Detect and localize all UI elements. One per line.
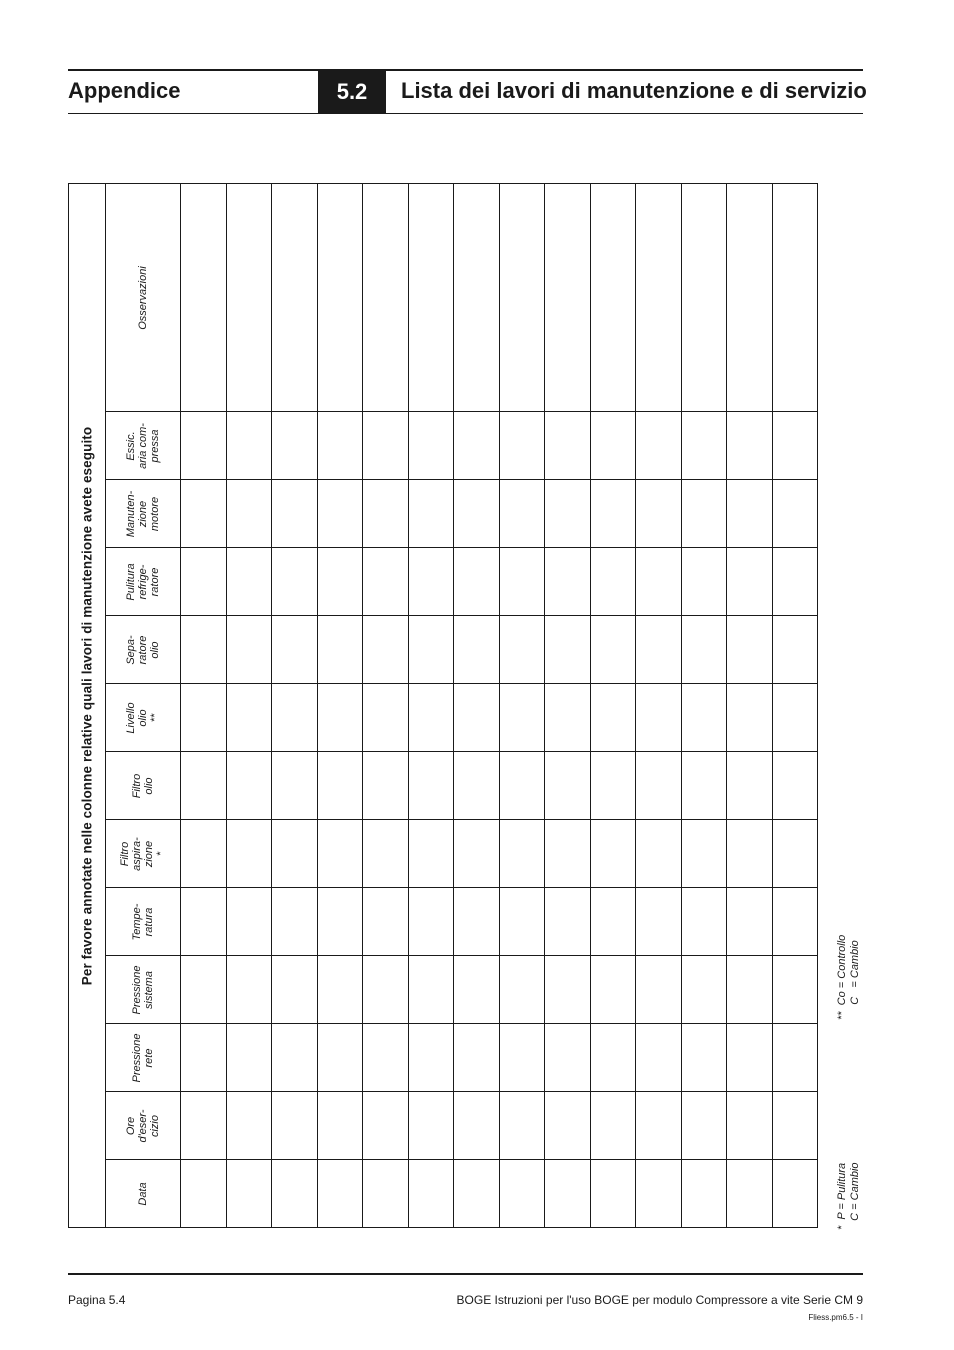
entry-cell[interactable]	[317, 1024, 363, 1092]
entry-cell[interactable]	[590, 684, 636, 752]
table-row	[69, 684, 818, 752]
table-row	[69, 616, 818, 684]
entry-cell[interactable]	[226, 1160, 272, 1228]
entry-cell[interactable]	[226, 616, 272, 684]
table-row	[69, 412, 818, 480]
entry-cell[interactable]	[681, 616, 727, 684]
entry-cell[interactable]	[363, 684, 409, 752]
entry-cell[interactable]	[181, 956, 227, 1024]
row-header-label: Livello olio **	[125, 701, 161, 734]
entry-cell[interactable]	[272, 752, 318, 820]
entry-cell[interactable]	[499, 548, 545, 616]
entry-cell[interactable]	[181, 888, 227, 956]
row-header-label: Filtro olio	[131, 773, 155, 798]
row-header-cell	[106, 1092, 181, 1160]
entry-cell[interactable]	[772, 184, 818, 412]
table-row	[69, 480, 818, 548]
section-title: Appendice	[68, 78, 181, 103]
page-number: Pagina 5.4	[68, 1293, 126, 1307]
entry-cell[interactable]	[226, 184, 272, 412]
entry-cell[interactable]	[317, 480, 363, 548]
entry-cell[interactable]	[681, 1092, 727, 1160]
entry-cell[interactable]	[590, 1160, 636, 1228]
entry-cell[interactable]	[181, 684, 227, 752]
row-header-cell	[106, 480, 181, 548]
entry-cell[interactable]	[454, 1160, 500, 1228]
entry-cell[interactable]	[317, 752, 363, 820]
entry-cell[interactable]	[454, 412, 500, 480]
row-header-cell	[106, 752, 181, 820]
entry-cell[interactable]	[317, 616, 363, 684]
section-number-badge: 5.2	[318, 71, 386, 113]
entry-cell[interactable]	[181, 616, 227, 684]
document-title: BOGE Istruzioni per l'uso BOGE per modulo Compressore a vite Serie CM 9	[456, 1293, 863, 1307]
entry-cell[interactable]	[226, 1092, 272, 1160]
entry-cell[interactable]	[226, 752, 272, 820]
entry-cell[interactable]	[454, 752, 500, 820]
row-header-label: Tempe- ratura	[131, 903, 155, 940]
entry-cell[interactable]	[226, 820, 272, 888]
entry-cell[interactable]	[727, 820, 773, 888]
row-header-label: Essic. aria com- pressa	[125, 422, 161, 469]
row-header-cell	[106, 548, 181, 616]
entry-cell[interactable]	[181, 184, 227, 412]
header-bottom-rule	[68, 113, 863, 114]
entry-cell[interactable]	[226, 956, 272, 1024]
entry-cell[interactable]	[317, 684, 363, 752]
entry-cell[interactable]	[681, 480, 727, 548]
legend-pulitura: * P = Pulitura C = Cambio	[836, 1162, 861, 1230]
entry-cell[interactable]	[181, 412, 227, 480]
entry-cell[interactable]	[499, 480, 545, 548]
entry-cell[interactable]	[272, 956, 318, 1024]
entry-cell[interactable]	[636, 684, 682, 752]
entry-cell[interactable]	[181, 1024, 227, 1092]
entry-cell[interactable]	[590, 1024, 636, 1092]
entry-cell[interactable]	[772, 480, 818, 548]
row-header-cell	[106, 956, 181, 1024]
entry-cell[interactable]	[272, 888, 318, 956]
entry-cell[interactable]	[408, 616, 454, 684]
entry-cell[interactable]	[408, 956, 454, 1024]
entry-cell[interactable]	[636, 956, 682, 1024]
entry-cell[interactable]	[499, 616, 545, 684]
row-header-label: Pressione rete	[131, 1033, 155, 1082]
table-title-cell	[69, 184, 106, 1228]
entry-cell[interactable]	[363, 1024, 409, 1092]
table-row	[69, 888, 818, 956]
entry-cell[interactable]	[727, 184, 773, 412]
entry-cell[interactable]	[317, 1092, 363, 1160]
entry-cell[interactable]	[408, 752, 454, 820]
row-header-label: Filtro aspira- zione *	[119, 836, 167, 871]
entry-cell[interactable]	[499, 184, 545, 412]
entry-cell[interactable]	[408, 548, 454, 616]
entry-cell[interactable]	[727, 616, 773, 684]
row-header-cell	[106, 1024, 181, 1092]
entry-cell[interactable]	[545, 1160, 591, 1228]
entry-cell[interactable]	[727, 956, 773, 1024]
entry-cell[interactable]	[408, 184, 454, 412]
entry-cell[interactable]	[317, 1160, 363, 1228]
entry-cell[interactable]	[499, 412, 545, 480]
table-row	[69, 1024, 818, 1092]
entry-cell[interactable]	[545, 616, 591, 684]
entry-cell[interactable]	[408, 820, 454, 888]
entry-cell[interactable]	[454, 1024, 500, 1092]
entry-cell[interactable]	[363, 1092, 409, 1160]
entry-cell[interactable]	[681, 820, 727, 888]
entry-cell[interactable]	[226, 684, 272, 752]
entry-cell[interactable]	[590, 616, 636, 684]
entry-cell[interactable]	[454, 684, 500, 752]
entry-cell[interactable]	[499, 956, 545, 1024]
entry-cell[interactable]	[363, 956, 409, 1024]
entry-cell[interactable]	[545, 480, 591, 548]
entry-cell[interactable]	[454, 184, 500, 412]
entry-cell[interactable]	[408, 1092, 454, 1160]
entry-cell[interactable]	[317, 412, 363, 480]
row-header-cell	[106, 616, 181, 684]
entry-cell[interactable]	[590, 480, 636, 548]
entry-cell[interactable]	[408, 888, 454, 956]
entry-cell[interactable]	[408, 684, 454, 752]
entry-cell[interactable]	[454, 956, 500, 1024]
entry-cell[interactable]	[727, 548, 773, 616]
entry-cell[interactable]	[545, 1092, 591, 1160]
entry-cell[interactable]	[772, 888, 818, 956]
entry-cell[interactable]	[499, 684, 545, 752]
table-row	[69, 548, 818, 616]
maintenance-log-table	[68, 183, 818, 1228]
entry-cell[interactable]	[454, 548, 500, 616]
entry-cell[interactable]	[590, 820, 636, 888]
entry-cell[interactable]	[499, 1024, 545, 1092]
entry-cell[interactable]	[454, 820, 500, 888]
row-header-label: Osservazioni	[137, 265, 149, 330]
entry-cell[interactable]	[727, 752, 773, 820]
entry-cell[interactable]	[499, 752, 545, 820]
entry-cell[interactable]	[681, 888, 727, 956]
entry-cell[interactable]	[272, 1160, 318, 1228]
entry-cell[interactable]	[181, 1092, 227, 1160]
row-header-label: Pulitura refrige- ratore	[125, 562, 161, 601]
entry-cell[interactable]	[272, 820, 318, 888]
entry-cell[interactable]	[545, 412, 591, 480]
entry-cell[interactable]	[181, 752, 227, 820]
row-header-cell	[106, 184, 181, 412]
entry-cell[interactable]	[636, 1024, 682, 1092]
entry-cell[interactable]	[772, 820, 818, 888]
entry-cell[interactable]	[454, 616, 500, 684]
entry-cell[interactable]	[181, 820, 227, 888]
entry-cell[interactable]	[545, 548, 591, 616]
entry-cell[interactable]	[226, 1024, 272, 1092]
entry-cell[interactable]	[226, 548, 272, 616]
entry-cell[interactable]	[272, 1092, 318, 1160]
table-row	[69, 820, 818, 888]
entry-cell[interactable]	[590, 888, 636, 956]
entry-cell[interactable]	[363, 1160, 409, 1228]
entry-cell[interactable]	[226, 412, 272, 480]
row-header-label: Manuten- zione motore	[125, 490, 161, 537]
entry-cell[interactable]	[545, 184, 591, 412]
entry-cell[interactable]	[590, 956, 636, 1024]
entry-cell[interactable]	[226, 480, 272, 548]
table-row	[69, 752, 818, 820]
table-row	[69, 184, 818, 412]
entry-cell[interactable]	[408, 1024, 454, 1092]
row-header-cell	[106, 1160, 181, 1228]
entry-cell[interactable]	[454, 1092, 500, 1160]
entry-cell[interactable]	[681, 684, 727, 752]
entry-cell[interactable]	[181, 1160, 227, 1228]
entry-cell[interactable]	[727, 888, 773, 956]
legend-controllo: ** Co = Controllo C = Cambio	[836, 934, 861, 1020]
entry-cell[interactable]	[181, 548, 227, 616]
entry-cell[interactable]	[363, 752, 409, 820]
entry-cell[interactable]	[545, 888, 591, 956]
entry-cell[interactable]	[772, 752, 818, 820]
footer-rule	[68, 1273, 863, 1275]
entry-cell[interactable]	[590, 412, 636, 480]
entry-cell[interactable]	[545, 684, 591, 752]
entry-cell[interactable]	[772, 548, 818, 616]
entry-cell[interactable]	[272, 412, 318, 480]
entry-cell[interactable]	[772, 956, 818, 1024]
entry-cell[interactable]	[499, 1160, 545, 1228]
entry-cell[interactable]	[727, 1092, 773, 1160]
entry-cell[interactable]	[408, 412, 454, 480]
entry-cell[interactable]	[681, 1160, 727, 1228]
entry-cell[interactable]	[727, 1160, 773, 1228]
entry-cell[interactable]	[681, 752, 727, 820]
entry-cell[interactable]	[317, 888, 363, 956]
entry-cell[interactable]	[772, 1160, 818, 1228]
entry-cell[interactable]	[727, 480, 773, 548]
entry-cell[interactable]	[272, 548, 318, 616]
file-reference: Fliess.pm6.5 - I	[808, 1313, 863, 1322]
entry-cell[interactable]	[636, 184, 682, 412]
table-row	[69, 956, 818, 1024]
entry-cell[interactable]	[590, 752, 636, 820]
entry-cell[interactable]	[545, 956, 591, 1024]
entry-cell[interactable]	[636, 480, 682, 548]
entry-cell[interactable]	[363, 480, 409, 548]
entry-cell[interactable]	[636, 548, 682, 616]
row-header-cell	[106, 888, 181, 956]
entry-cell[interactable]	[636, 1092, 682, 1160]
entry-cell[interactable]	[636, 1160, 682, 1228]
entry-cell[interactable]	[272, 184, 318, 412]
header-top-rule	[68, 69, 863, 71]
entry-cell[interactable]	[727, 1024, 773, 1092]
entry-cell[interactable]	[772, 1092, 818, 1160]
entry-cell[interactable]	[363, 820, 409, 888]
entry-cell[interactable]	[317, 548, 363, 616]
entry-cell[interactable]	[772, 684, 818, 752]
entry-cell[interactable]	[317, 956, 363, 1024]
entry-cell[interactable]	[272, 480, 318, 548]
entry-cell[interactable]	[363, 184, 409, 412]
entry-cell[interactable]	[772, 616, 818, 684]
entry-cell[interactable]	[317, 184, 363, 412]
entry-cell[interactable]	[454, 480, 500, 548]
entry-cell[interactable]	[772, 1024, 818, 1092]
entry-cell[interactable]	[636, 752, 682, 820]
entry-cell[interactable]	[727, 412, 773, 480]
entry-cell[interactable]	[545, 820, 591, 888]
entry-cell[interactable]	[727, 684, 773, 752]
entry-cell[interactable]	[590, 548, 636, 616]
entry-cell[interactable]	[499, 1092, 545, 1160]
page-title: Lista dei lavori di manutenzione e di servizio	[401, 78, 867, 103]
entry-cell[interactable]	[272, 616, 318, 684]
entry-cell[interactable]	[590, 184, 636, 412]
entry-cell[interactable]	[636, 412, 682, 480]
entry-cell[interactable]	[545, 1024, 591, 1092]
entry-cell[interactable]	[408, 480, 454, 548]
entry-cell[interactable]	[636, 616, 682, 684]
entry-cell[interactable]	[363, 616, 409, 684]
row-header-cell	[106, 412, 181, 480]
entry-cell[interactable]	[636, 820, 682, 888]
row-header-label: Pressione sistema	[131, 965, 155, 1014]
entry-cell[interactable]	[772, 412, 818, 480]
row-header-label: Data	[137, 1181, 149, 1206]
row-header-cell	[106, 820, 181, 888]
entry-cell[interactable]	[181, 480, 227, 548]
entry-cell[interactable]	[681, 956, 727, 1024]
entry-cell[interactable]	[636, 888, 682, 956]
entry-cell[interactable]	[363, 548, 409, 616]
entry-cell[interactable]	[363, 888, 409, 956]
table-title: Per favore annotate nelle colonne relative quali lavori di manutenzione avete eseguito	[79, 426, 95, 985]
entry-cell[interactable]	[363, 412, 409, 480]
entry-cell[interactable]	[226, 888, 272, 956]
entry-cell[interactable]	[681, 412, 727, 480]
entry-cell[interactable]	[681, 548, 727, 616]
entry-cell[interactable]	[454, 888, 500, 956]
entry-cell[interactable]	[545, 752, 591, 820]
entry-cell[interactable]	[272, 684, 318, 752]
entry-cell[interactable]	[272, 1024, 318, 1092]
table-row	[69, 1160, 818, 1228]
row-header-cell	[106, 684, 181, 752]
entry-cell[interactable]	[408, 1160, 454, 1228]
entry-cell[interactable]	[317, 820, 363, 888]
row-header-label: Sepa- ratore olio	[125, 634, 161, 665]
entry-cell[interactable]	[590, 1092, 636, 1160]
row-header-label: Ore d'eser- cizio	[125, 1108, 161, 1143]
entry-cell[interactable]	[499, 820, 545, 888]
table-row	[69, 1092, 818, 1160]
entry-cell[interactable]	[681, 184, 727, 412]
entry-cell[interactable]	[681, 1024, 727, 1092]
entry-cell[interactable]	[499, 888, 545, 956]
